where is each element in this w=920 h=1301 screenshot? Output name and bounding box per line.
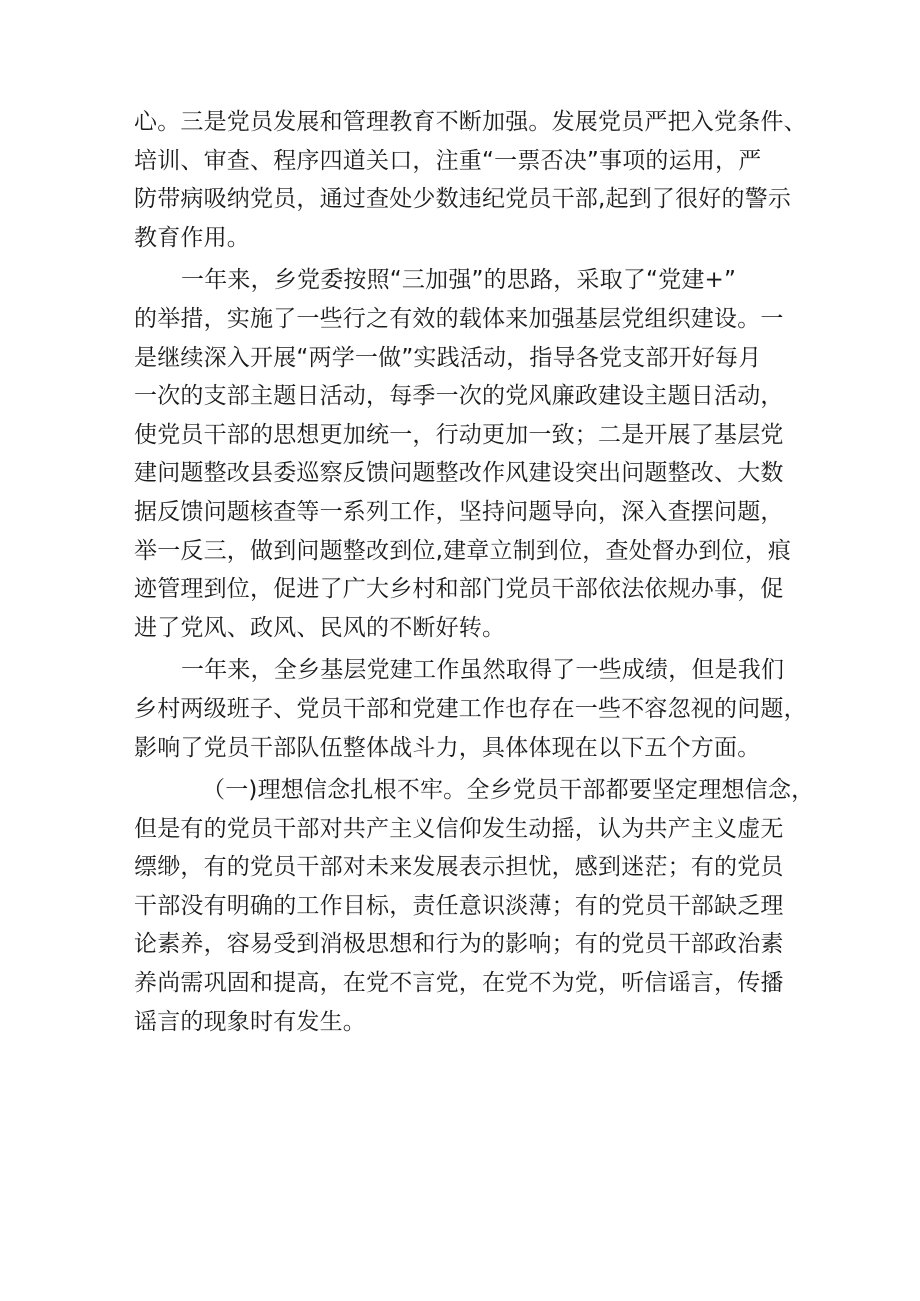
paragraph-continuation	[134, 103, 814, 257]
text-line: 论素养，容易受到消极思想和行为的影响；有的党员干部政治素	[134, 931, 784, 958]
text-line: 一年来，乡党委按照“三加强”的思路，采取了“党建+”	[181, 267, 737, 294]
text-line: 进了党风、政风、民风的不断好转。	[134, 614, 506, 641]
text-line: 养尚需巩固和提高，在党不言党，在党不为党，听信谣言，传播	[134, 970, 784, 997]
text-line: （一)理想信念扎根不牢。全乡党员干部都要坚定理想信念，	[202, 777, 815, 804]
text-line: 的举措，实施了一些行之有效的载体来加强基层党组织建设。一	[134, 305, 784, 332]
text-line: 一次的支部主题日活动，每季一次的党风廉政建设主题日活动，	[134, 383, 784, 410]
text-line: 但是有的党员干部对共产主义信仰发生动摇，认为共产主义虚无	[134, 815, 784, 842]
text-line: 防带病吸纳党员，通过查处少数违纪党员干部,起到了很好的警示	[134, 186, 792, 213]
text-line: 一年来，全乡基层党建工作虽然取得了一些成绩，但是我们	[181, 657, 785, 684]
text-line: 缥缈，有的党员干部对未来发展表示担忧，感到迷茫；有的党员	[134, 854, 784, 881]
paragraph-party-building-measures	[134, 261, 814, 647]
text-line: 谣言的现象时有发生。	[134, 1008, 366, 1035]
document-body	[134, 103, 814, 1041]
text-line: 使党员干部的思想更加统一，行动更加一致；二是开展了基层党	[134, 421, 784, 448]
text-line: 迹管理到位，促进了广大乡村和部门党员干部依法依规办事，促	[134, 576, 784, 603]
text-line: 乡村两级班子、党员干部和党建工作也存在一些不容忽视的问题，	[134, 695, 807, 722]
text-line: 建问题整改县委巡察反馈问题整改作风建设突出问题整改、大数	[134, 460, 784, 487]
text-line: 干部没有明确的工作目标，责任意识淡薄；有的党员干部缺乏理	[134, 892, 784, 919]
text-line: 举一反三，做到问题整改到位,建章立制到位，查处督办到位，痕	[134, 537, 792, 564]
text-line: 培训、审查、程序四道关口，注重“一票否决”事项的运用，严	[134, 147, 762, 174]
text-line: 是继续深入开展“两学一做”实践活动，指导各党支部开好每月	[134, 344, 762, 371]
text-line: 据反馈问题核查等一系列工作，坚持问题导向，深入查摆问题，	[134, 498, 784, 525]
paragraph-ideals-beliefs	[134, 771, 814, 1041]
text-line: 心。三是党员发展和管理教育不断加强。发展党员严把入党条件、	[134, 109, 807, 135]
text-line: 影响了党员干部队伍整体战斗力，具体体现在以下五个方面。	[134, 734, 761, 761]
paragraph-problems-intro	[134, 651, 814, 767]
text-line: 教育作用。	[134, 224, 250, 251]
